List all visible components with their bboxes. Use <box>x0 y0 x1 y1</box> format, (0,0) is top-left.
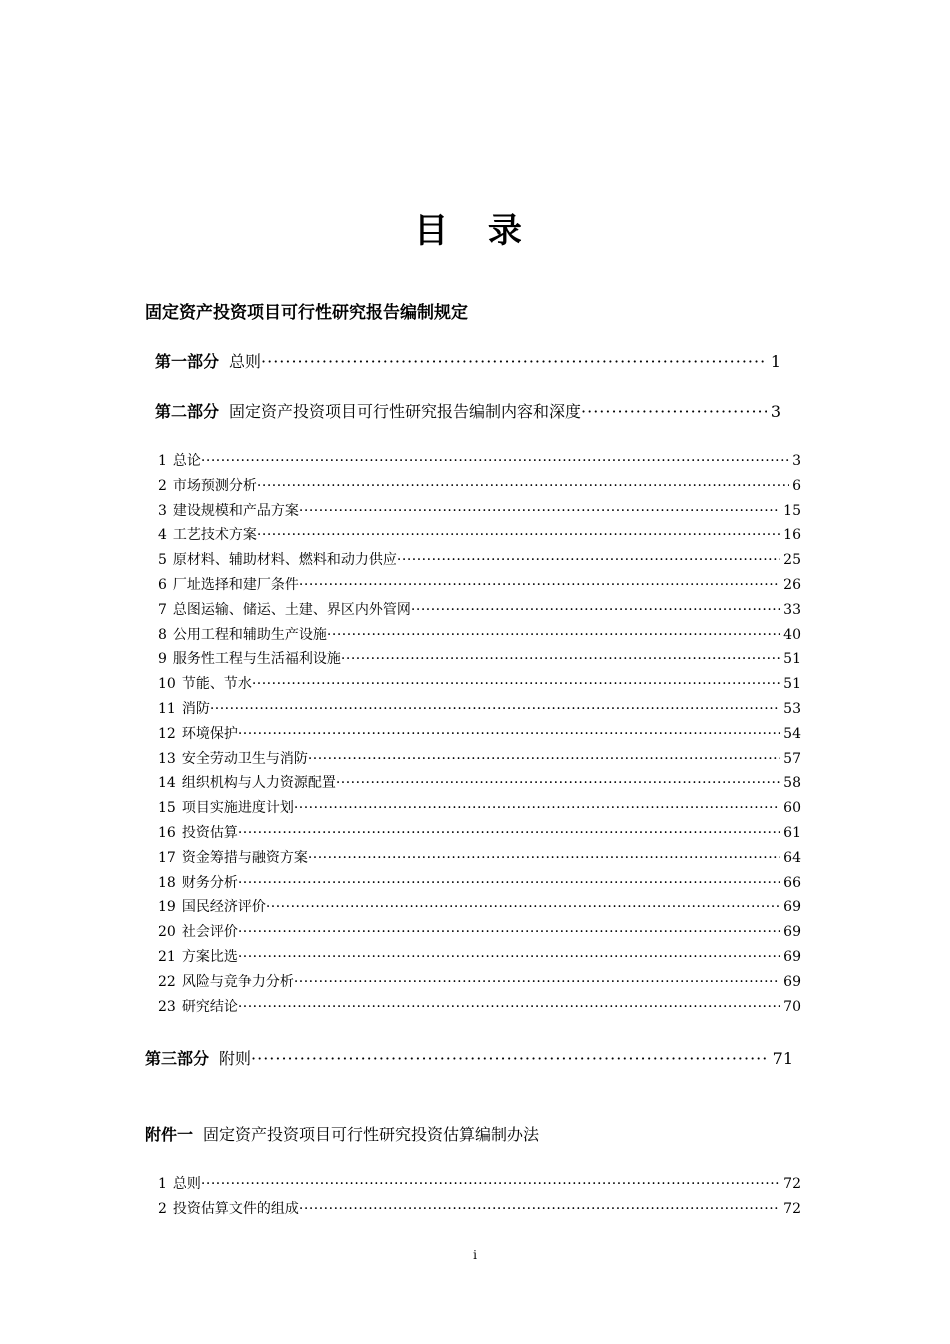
page-number: 51 <box>783 651 801 668</box>
item-text: 总则 <box>172 1176 201 1192</box>
toc-item[interactable] <box>158 822 801 842</box>
item-number: 18 <box>158 874 176 891</box>
toc-part-2[interactable] <box>155 399 781 421</box>
leader-dots <box>294 800 780 816</box>
leader-dots <box>210 701 780 717</box>
toc-item[interactable] <box>158 648 801 668</box>
toc-item[interactable] <box>158 896 801 916</box>
page-number: 26 <box>783 577 801 593</box>
item-text: 方案比选 <box>181 949 238 965</box>
page-footer-number: i <box>473 1248 477 1262</box>
toc-item[interactable] <box>158 1198 801 1218</box>
page-number: 3 <box>792 453 801 469</box>
toc-item[interactable] <box>158 996 801 1016</box>
item-text: 项目实施进度计划 <box>181 800 294 817</box>
item-text: 安全劳动卫生与消防 <box>181 750 308 767</box>
page-number: 40 <box>783 626 801 643</box>
item-number: 1 <box>158 453 167 469</box>
toc-item[interactable] <box>158 599 801 619</box>
page-number: 72 <box>783 1176 801 1192</box>
item-number: 2 <box>158 1201 167 1217</box>
page-number: 15 <box>783 502 801 519</box>
item-number: 15 <box>158 800 176 817</box>
item-number: 3 <box>158 502 167 519</box>
item-number: 14 <box>158 775 176 792</box>
toc-item[interactable] <box>158 847 801 867</box>
item-text: 投资估算 <box>181 825 238 841</box>
toc-item[interactable] <box>158 723 801 743</box>
toc-item[interactable] <box>158 971 801 991</box>
leader-dots <box>299 503 780 519</box>
item-text: 服务性工程与生活福利设施 <box>172 651 341 668</box>
item-text: 国民经济评价 <box>181 899 266 916</box>
page-number: 69 <box>783 899 801 916</box>
toc-item[interactable] <box>158 574 801 594</box>
toc-item[interactable] <box>158 624 801 644</box>
toc-item[interactable] <box>158 1173 801 1193</box>
part-text: 固定资产投资项目可行性研究报告编制内容和深度 <box>229 402 582 421</box>
leader-dots <box>308 751 780 767</box>
item-number: 11 <box>158 701 176 717</box>
page-number: 58 <box>783 775 801 792</box>
item-number: 17 <box>158 849 176 866</box>
item-text: 工艺技术方案 <box>172 527 257 544</box>
item-text: 总论 <box>172 453 201 469</box>
leader-dots <box>294 974 780 990</box>
part-text: 总则 <box>229 352 262 371</box>
leader-dots <box>238 825 780 841</box>
leader-dots <box>257 478 789 494</box>
item-number: 19 <box>158 899 176 916</box>
page-number: 3 <box>770 402 781 421</box>
item-text: 节能、节水 <box>181 676 252 693</box>
item-number: 12 <box>158 725 176 742</box>
page-number: 51 <box>783 676 801 693</box>
toc-item[interactable] <box>158 748 801 768</box>
leader-dots <box>397 552 780 568</box>
page-number: 69 <box>783 973 801 990</box>
item-number: 5 <box>158 552 167 569</box>
item-number: 9 <box>158 651 167 668</box>
item-number: 8 <box>158 626 167 643</box>
item-number: 1 <box>158 1176 167 1192</box>
page-number: 64 <box>783 849 801 866</box>
item-text: 风险与竞争力分析 <box>181 973 294 990</box>
item-text: 总图运输、储运、土建、界区内外管网 <box>172 601 411 618</box>
leader-dots <box>238 949 780 965</box>
section-heading: 固定资产投资项目可行性研究报告编制规定 <box>145 303 468 323</box>
toc-item[interactable] <box>158 475 801 495</box>
page-number: 16 <box>783 527 801 544</box>
toc-item[interactable] <box>158 673 801 693</box>
part-label: 第三部分 <box>145 1049 210 1068</box>
toc-item[interactable] <box>158 450 801 470</box>
item-text: 环境保护 <box>181 725 238 742</box>
toc-item[interactable] <box>158 524 801 544</box>
leader-dots <box>238 999 780 1015</box>
leader-dots <box>327 627 780 643</box>
leader-dots <box>201 1176 780 1192</box>
leader-dots <box>261 352 767 371</box>
leader-dots <box>299 1201 780 1217</box>
page-title: 目 录 <box>414 211 536 251</box>
page-number: 70 <box>783 998 801 1015</box>
item-number: 10 <box>158 676 176 693</box>
page-number: 72 <box>783 1201 801 1217</box>
item-text: 原材料、辅助材料、燃料和动力供应 <box>172 552 397 569</box>
item-text: 投资估算文件的组成 <box>172 1201 299 1217</box>
page-number: 25 <box>783 552 801 569</box>
page-number: 53 <box>783 701 801 717</box>
toc-item[interactable] <box>158 872 801 892</box>
item-text: 厂址选择和建厂条件 <box>172 577 299 593</box>
item-text: 资金筹措与融资方案 <box>181 849 308 866</box>
page-number: 57 <box>783 750 801 767</box>
toc-part-3[interactable] <box>145 1046 793 1068</box>
item-text: 消防 <box>181 701 210 717</box>
part-text: 附则 <box>219 1049 252 1068</box>
leader-dots <box>266 899 780 915</box>
item-text: 市场预测分析 <box>172 477 257 494</box>
leader-dots <box>251 1049 769 1068</box>
page-number: 69 <box>783 924 801 941</box>
toc-item[interactable] <box>158 946 801 966</box>
leader-dots <box>238 875 780 891</box>
item-number: 7 <box>158 601 167 618</box>
page-number: 33 <box>783 601 801 618</box>
item-number: 13 <box>158 750 176 767</box>
part-label: 第一部分 <box>155 352 220 371</box>
toc-item[interactable] <box>158 797 801 817</box>
page-number: 69 <box>783 949 801 965</box>
toc-item[interactable] <box>158 698 801 718</box>
leader-dots <box>257 527 780 543</box>
page-number: 66 <box>783 874 801 891</box>
leader-dots <box>341 651 780 667</box>
leader-dots <box>336 775 780 791</box>
toc-part-1[interactable] <box>155 349 781 371</box>
item-text: 公用工程和辅助生产设施 <box>172 626 327 643</box>
page-number: 60 <box>783 800 801 817</box>
page-number: 6 <box>792 477 801 494</box>
item-number: 2 <box>158 477 167 494</box>
leader-dots <box>201 453 789 469</box>
item-text: 社会评价 <box>181 924 238 941</box>
leader-dots <box>252 676 780 692</box>
page-number: 1 <box>770 352 781 371</box>
item-number: 20 <box>158 924 176 941</box>
item-number: 21 <box>158 949 176 965</box>
leader-dots <box>308 850 780 866</box>
part-label: 第二部分 <box>155 402 220 421</box>
toc-item[interactable] <box>158 500 801 520</box>
item-text: 建设规模和产品方案 <box>172 502 299 519</box>
toc-item[interactable] <box>158 921 801 941</box>
item-text: 组织机构与人力资源配置 <box>181 775 336 792</box>
annex-text: 固定资产投资项目可行性研究投资估算编制办法 <box>203 1125 540 1144</box>
annex-label: 附件一 <box>145 1125 194 1144</box>
page-number: 71 <box>772 1049 793 1068</box>
leader-dots <box>411 602 780 618</box>
page-number: 54 <box>783 725 801 742</box>
item-number: 22 <box>158 973 176 990</box>
item-number: 23 <box>158 998 176 1015</box>
item-text: 研究结论 <box>181 998 238 1015</box>
leader-dots <box>581 402 767 421</box>
item-number: 4 <box>158 527 167 544</box>
toc-item[interactable] <box>158 549 801 569</box>
annex-heading <box>145 1122 539 1144</box>
page-number: 61 <box>783 825 801 841</box>
toc-item[interactable] <box>158 772 801 792</box>
item-text: 财务分析 <box>181 874 238 891</box>
item-number: 6 <box>158 577 167 593</box>
leader-dots <box>238 924 780 940</box>
leader-dots <box>299 577 780 593</box>
item-number: 16 <box>158 825 176 841</box>
leader-dots <box>238 726 780 742</box>
